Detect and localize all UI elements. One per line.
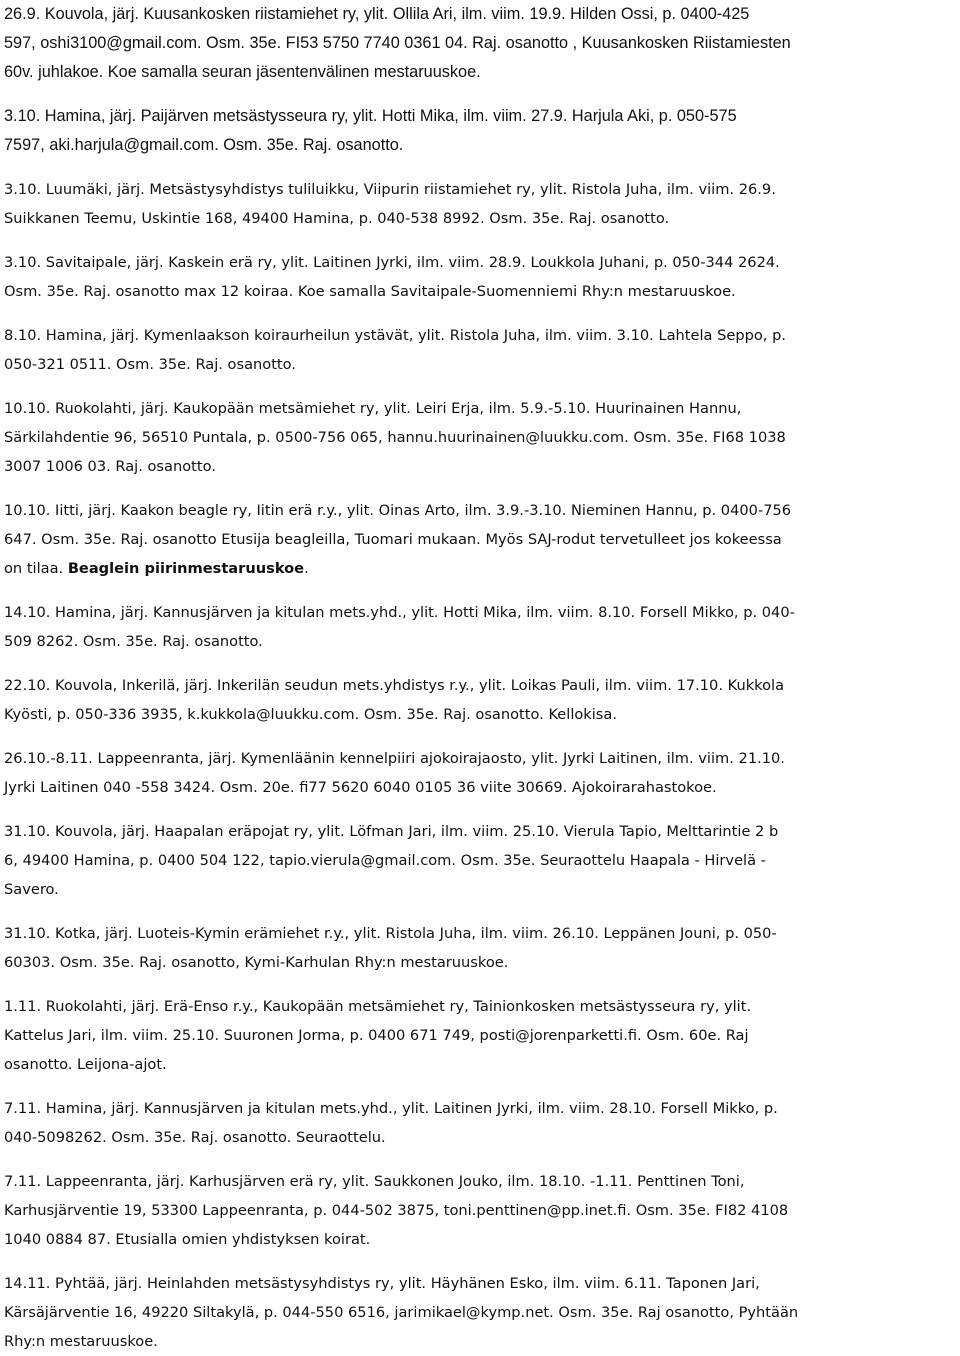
event-entry: [4, 496, 956, 583]
paragraph-gap: [4, 583, 956, 598]
entry-line: 7.11. Hamina, järj. Kannusjärven ja kitulan mets.yhd., ylit. Laitinen Jyrki, ilm. viim. 28.10. Forsell Mikko, p.: [4, 1100, 778, 1117]
event-entry: [4, 1094, 956, 1152]
entry-line: 1.11. Ruokolahti, järj. Erä-Enso r.y., Kaukopään metsämiehet ry, Tainionkosken metsästysseura ry, ylit.: [4, 998, 752, 1015]
entry-line: 6, 49400 Hamina, p. 0400 504 122, tapio.vierula@gmail.com. Osm. 35e. Seuraottelu Haapala - Hirvelä -: [4, 852, 766, 869]
entry-line: Suikkanen Teemu, Uskintie 168, 49400 Hamina, p. 040-538 8992. Osm. 35e. Raj. osanotto.: [4, 210, 670, 227]
event-entry: [4, 102, 956, 160]
paragraph-gap: [4, 1079, 956, 1094]
paragraph-gap: [4, 656, 956, 671]
event-entry: [4, 394, 956, 481]
entry-line: 3.10. Savitaipale, järj. Kaskein erä ry, ylit. Laitinen Jyrki, ilm. viim. 28.9. Loukkola Juhani, p. 050-344 2624.: [4, 254, 780, 271]
entry-line: 7.11. Lappeenranta, järj. Karhusjärven erä ry, ylit. Saukkonen Jouko, ilm. 18.10. -1.11. Penttinen Toni,: [4, 1173, 745, 1190]
entry-line: Särkilahdentie 96, 56510 Puntala, p. 0500-756 065, hannu.huurinainen@luukku.com. Osm. 35e. FI68 1038: [4, 429, 786, 446]
entry-text: on tilaa.: [4, 560, 68, 577]
entry-line: 60303. Osm. 35e. Raj. osanotto, Kymi-Karhulan Rhy:n mestaruuskoe.: [4, 954, 509, 971]
event-entry: [4, 1269, 956, 1356]
event-entry: [4, 175, 956, 233]
entry-line: 10.10. Ruokolahti, järj. Kaukopään metsämiehet ry, ylit. Leiri Erja, ilm. 5.9.-5.10. Huurinainen Hannu,: [4, 400, 742, 417]
entry-line: 26.9. Kouvola, järj. Kuusankosken riistamiehet ry, ylit. Ollila Ari, ilm. viim. 19.9. Hilden Ossi, p. 0400-425: [4, 5, 750, 23]
event-entry: [4, 598, 956, 656]
entry-line: osanotto. Leijona-ajot.: [4, 1056, 167, 1073]
entry-line: 509 8262. Osm. 35e. Raj. osanotto.: [4, 633, 263, 650]
entry-line: 26.10.-8.11. Lappeenranta, järj. Kymenläänin kennelpiiri ajokoirajaosto, ylit. Jyrki Laitinen, ilm. viim. 21.10.: [4, 750, 785, 767]
championship-highlight: Beaglein piirinmestaruuskoe: [67, 560, 305, 577]
paragraph-gap: [4, 306, 956, 321]
paragraph-gap: [4, 729, 956, 744]
entry-line: 60v. juhlakoe. Koe samalla seuran jäsentenvälinen mestaruuskoe.: [4, 63, 481, 81]
event-entry: [4, 817, 956, 904]
event-entry: [4, 321, 956, 379]
entry-line: 14.11. Pyhtää, järj. Heinlahden metsästysyhdistys ry, ylit. Häyhänen Esko, ilm. viim. 6.11. Taponen Jari,: [4, 1275, 760, 1292]
entry-line: 3007 1006 03. Raj. osanotto.: [4, 458, 216, 475]
entry-line: 22.10. Kouvola, Inkerilä, järj. Inkerilän seudun mets.yhdistys r.y., ylit. Loikas Pauli, ilm. viim. 17.10. Kukkola: [4, 677, 785, 694]
entry-line: 597, oshi3100@gmail.com. Osm. 35e. FI53 5750 7740 0361 04. Raj. osanotto , Kuusankosken Riistamiesten: [4, 34, 791, 52]
event-entry: [4, 248, 956, 306]
event-entry: [4, 671, 956, 729]
paragraph-gap: [4, 233, 956, 248]
event-entry: [4, 744, 956, 802]
entry-line: 3.10. Hamina, järj. Paijärven metsästysseura ry, ylit. Hotti Mika, ilm. viim. 27.9. Harjula Aki, p. 050-575: [4, 107, 737, 125]
event-entry: [4, 1167, 956, 1254]
paragraph-gap: [4, 977, 956, 992]
entry-line: 8.10. Hamina, järj. Kymenlaakson koiraurheilun ystävät, ylit. Ristola Juha, ilm. viim. 3.10. Lahtela Seppo, p.: [4, 327, 786, 344]
entry-line: 647. Osm. 35e. Raj. osanotto Etusija beagleilla, Tuomari mukaan. Myös SAJ-rodut tervetulleet jos kokeessa: [4, 531, 782, 548]
event-entry: [4, 0, 956, 87]
entry-line: 7597, aki.harjula@gmail.com. Osm. 35e. Raj. osanotto.: [4, 136, 404, 154]
paragraph-gap: [4, 87, 956, 102]
entry-line: 10.10. Iitti, järj. Kaakon beagle ry, Iitin erä r.y., ylit. Oinas Arto, ilm. 3.9.-3.10. Nieminen Hannu, p. 0400-756: [4, 502, 792, 519]
paragraph-gap: [4, 1152, 956, 1167]
paragraph-gap: [4, 1254, 956, 1269]
entry-line: 040-5098262. Osm. 35e. Raj. osanotto. Seuraottelu.: [4, 1129, 386, 1146]
entry-line: 1040 0884 87. Etusialla omien yhdistyksen koirat.: [4, 1231, 371, 1248]
paragraph-gap: [4, 160, 956, 175]
event-entry: [4, 992, 956, 1079]
entry-line: Kattelus Jari, ilm. viim. 25.10. Suuronen Jorma, p. 0400 671 749, posti@jorenparketti.fi. Osm. 60e. Raj: [4, 1027, 749, 1044]
paragraph-gap: [4, 379, 956, 394]
paragraph-gap: [4, 802, 956, 817]
entry-line: Karhusjärventie 19, 53300 Lappeenranta, p. 044-502 3875, toni.penttinen@pp.inet.fi. Osm. 35e. FI82 4108: [4, 1202, 789, 1219]
entry-line-mixed: [4, 554, 956, 583]
entry-line: Kärsäjärventie 16, 49220 Siltakylä, p. 044-550 6516, jarimikael@kymp.net. Osm. 35e. Raj osanotto, Pyhtään: [4, 1304, 799, 1321]
document-page: [4, 0, 956, 1356]
entry-line: Rhy:n mestaruuskoe.: [4, 1333, 158, 1350]
entry-line: Savero.: [4, 881, 59, 898]
entry-text: .: [304, 560, 309, 577]
entry-line: Kyösti, p. 050-336 3935, k.kukkola@luukku.com. Osm. 35e. Raj. osanotto. Kellokisa.: [4, 706, 617, 723]
paragraph-gap: [4, 481, 956, 496]
paragraph-gap: [4, 904, 956, 919]
entry-line: Osm. 35e. Raj. osanotto max 12 koiraa. Koe samalla Savitaipale-Suomenniemi Rhy:n mestaruuskoe.: [4, 283, 736, 300]
entry-line: 31.10. Kouvola, järj. Haapalan eräpojat ry, ylit. Löfman Jari, ilm. viim. 25.10. Vierula Tapio, Melttarintie 2 b: [4, 823, 779, 840]
entry-line: Jyrki Laitinen 040 -558 3424. Osm. 20e. fi77 5620 6040 0105 36 viite 30669. Ajokoirarahastokoe.: [4, 779, 717, 796]
event-entry: [4, 919, 956, 977]
entry-line: 31.10. Kotka, järj. Luoteis-Kymin erämiehet r.y., ylit. Ristola Juha, ilm. viim. 26.10. Leppänen Jouni, p. 050-: [4, 925, 777, 942]
entry-line: 3.10. Luumäki, järj. Metsästysyhdistys tuliluikku, Viipurin riistamiehet ry, ylit. Ristola Juha, ilm. viim. 26.9.: [4, 181, 776, 198]
entry-line: 050-321 0511. Osm. 35e. Raj. osanotto.: [4, 356, 296, 373]
entry-line: 14.10. Hamina, järj. Kannusjärven ja kitulan mets.yhd., ylit. Hotti Mika, ilm. viim. 8.10. Forsell Mikko, p. 040-: [4, 604, 795, 621]
